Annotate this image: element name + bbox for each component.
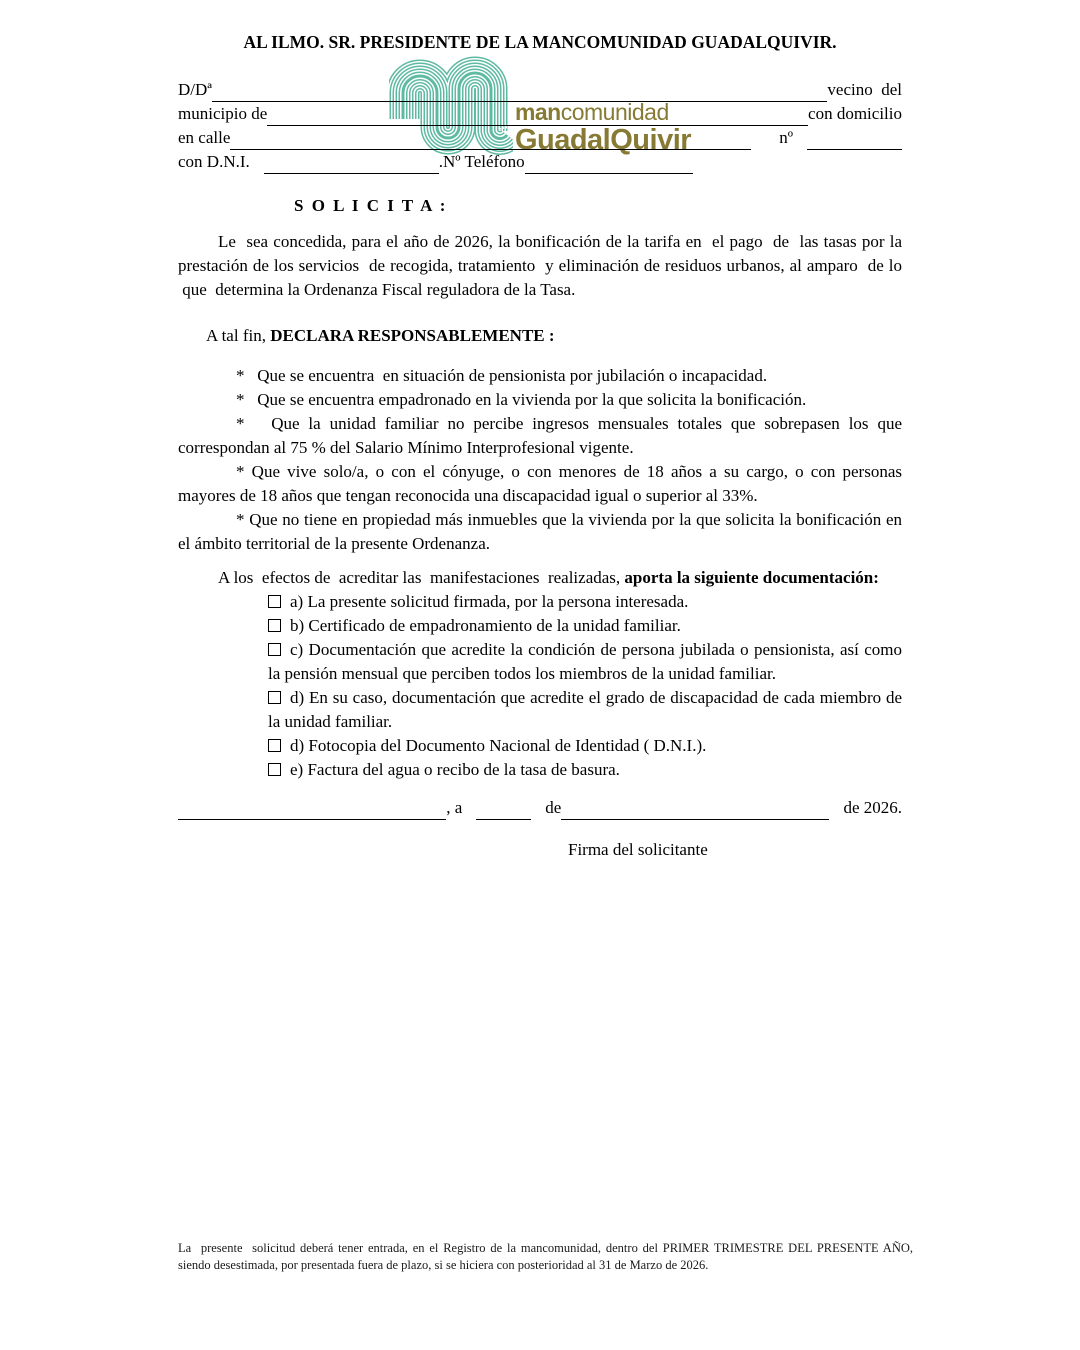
field-row-street	[178, 126, 902, 150]
name-field-label: D/Dª	[178, 80, 212, 99]
day-blank[interactable]	[476, 800, 531, 820]
dni-field-blank[interactable]	[264, 154, 439, 174]
declara-prefix: A tal fin,	[206, 326, 271, 345]
checkbox-icon[interactable]	[268, 643, 281, 656]
documentation-intro	[178, 566, 902, 590]
month-blank[interactable]	[561, 800, 829, 820]
name-field-blank[interactable]	[212, 82, 827, 102]
number-field-blank[interactable]	[807, 130, 902, 150]
document-item	[268, 614, 902, 638]
document-item	[268, 590, 902, 614]
street-field-blank[interactable]	[230, 130, 751, 150]
checkbox-icon[interactable]	[268, 691, 281, 704]
declaration-item: * Que la unidad familiar no percibe ingresos mensuales totales que sobrepasen los que correspondan al 75 % del Salario Mínimo Interprofesional vigente.	[178, 414, 902, 457]
declara-heading	[206, 324, 902, 348]
signature-label: Firma del solicitante	[568, 840, 708, 859]
field-row-dni-phone	[178, 150, 902, 174]
aporta-normal: A los efectos de acreditar las manifestaciones realizadas,	[218, 568, 625, 587]
dateline-year: de 2026.	[843, 798, 903, 817]
deadline-footnote: La presente solicitud deberá tener entrada, en el Registro de la mancomunidad, dentro del PRIMER TRIMESTRE DEL PRESENTE AÑO, siendo desestimada, por presentada fuera de plazo, si se hiciera con posterioridad al 31 de Marzo de 2026.	[178, 1241, 913, 1272]
documents-checklist	[268, 590, 902, 782]
municipality-field-suffix: con domicilio	[808, 104, 902, 123]
document-item	[268, 686, 902, 734]
document-item-label: a) La presente solicitud firmada, por la persona interesada.	[290, 592, 689, 611]
logo-line2: GuadalQuivir	[514, 123, 692, 156]
identity-fields	[178, 78, 902, 174]
name-field-suffix: vecino del	[827, 80, 902, 99]
phone-field-label: .Nº Teléfono	[438, 152, 525, 171]
declara-bold: DECLARA RESPONSABLEMENTE :	[270, 326, 555, 345]
logo-line1-bold: man	[514, 99, 561, 125]
declaration-item: * Que se encuentra en situación de pensionista por jubilación o incapacidad.	[236, 366, 768, 385]
place-date-line	[178, 796, 902, 820]
dateline-de: de	[545, 798, 562, 817]
dni-field-label: con D.N.I.	[178, 152, 250, 171]
checkbox-icon[interactable]	[268, 763, 281, 776]
document-item	[268, 638, 902, 686]
aporta-bold: aporta la siguiente documentación:	[624, 568, 879, 587]
document-item	[268, 758, 902, 782]
document-item-label: c) Documentación que acredite la condición de persona jubilada o pensionista, así como la pensión mensual que perciben todos los miembros de la unidad familiar.	[268, 640, 902, 683]
document-item	[268, 734, 902, 758]
checkbox-icon[interactable]	[268, 739, 281, 752]
request-paragraph: Le sea concedida, para el año de 2026, la bonificación de la tarifa en el pago de las tasas por la prestación de los servicios de recogida, tratamiento y eliminación de residuos urbanos, al amparo de lo que determina la Ordenanza Fiscal reguladora de la Tasa.	[178, 232, 902, 299]
addressee-title: AL ILMO. SR. PRESIDENTE DE LA MANCOMUNIDAD GUADALQUIVIR.	[243, 32, 837, 52]
document-item-label: d) Fotocopia del Documento Nacional de Identidad ( D.N.I.).	[290, 736, 707, 755]
field-row-name	[178, 78, 902, 102]
dateline-a: , a	[446, 798, 463, 817]
document-item-label: e) Factura del agua o recibo de la tasa de basura.	[290, 760, 620, 779]
field-row-municipality	[178, 102, 902, 126]
street-field-label: en calle	[178, 128, 231, 147]
number-field-label: nº	[779, 128, 793, 147]
solicita-heading: S O L I C I T A :	[294, 196, 448, 215]
municipality-field-label: municipio de	[178, 104, 268, 123]
phone-field-blank[interactable]	[525, 154, 693, 174]
municipality-field-blank[interactable]	[267, 106, 808, 126]
declarations-list	[178, 364, 902, 556]
declaration-item: * Que se encuentra empadronado en la vivienda por la que solicita la bonificación.	[236, 390, 807, 409]
checkbox-icon[interactable]	[268, 595, 281, 608]
document-item-label: d) En su caso, documentación que acredite el grado de discapacidad de cada miembro de la unidad familiar.	[268, 688, 902, 731]
checkbox-icon[interactable]	[268, 619, 281, 632]
declaration-item: * Que no tiene en propiedad más inmuebles que la vivienda por la que solicita la bonificación en el ámbito territorial de la presente Ordenanza.	[178, 510, 902, 553]
logo-line1-rest: comunidad	[560, 99, 669, 125]
document-item-label: b) Certificado de empadronamiento de la unidad familiar.	[290, 616, 681, 635]
declaration-item: * Que vive solo/a, o con el cónyuge, o con menores de 18 años a su cargo, o con personas mayores de 18 años que tengan reconocida una discapacidad igual o superior al 33%.	[178, 462, 902, 505]
place-blank[interactable]	[178, 800, 446, 820]
